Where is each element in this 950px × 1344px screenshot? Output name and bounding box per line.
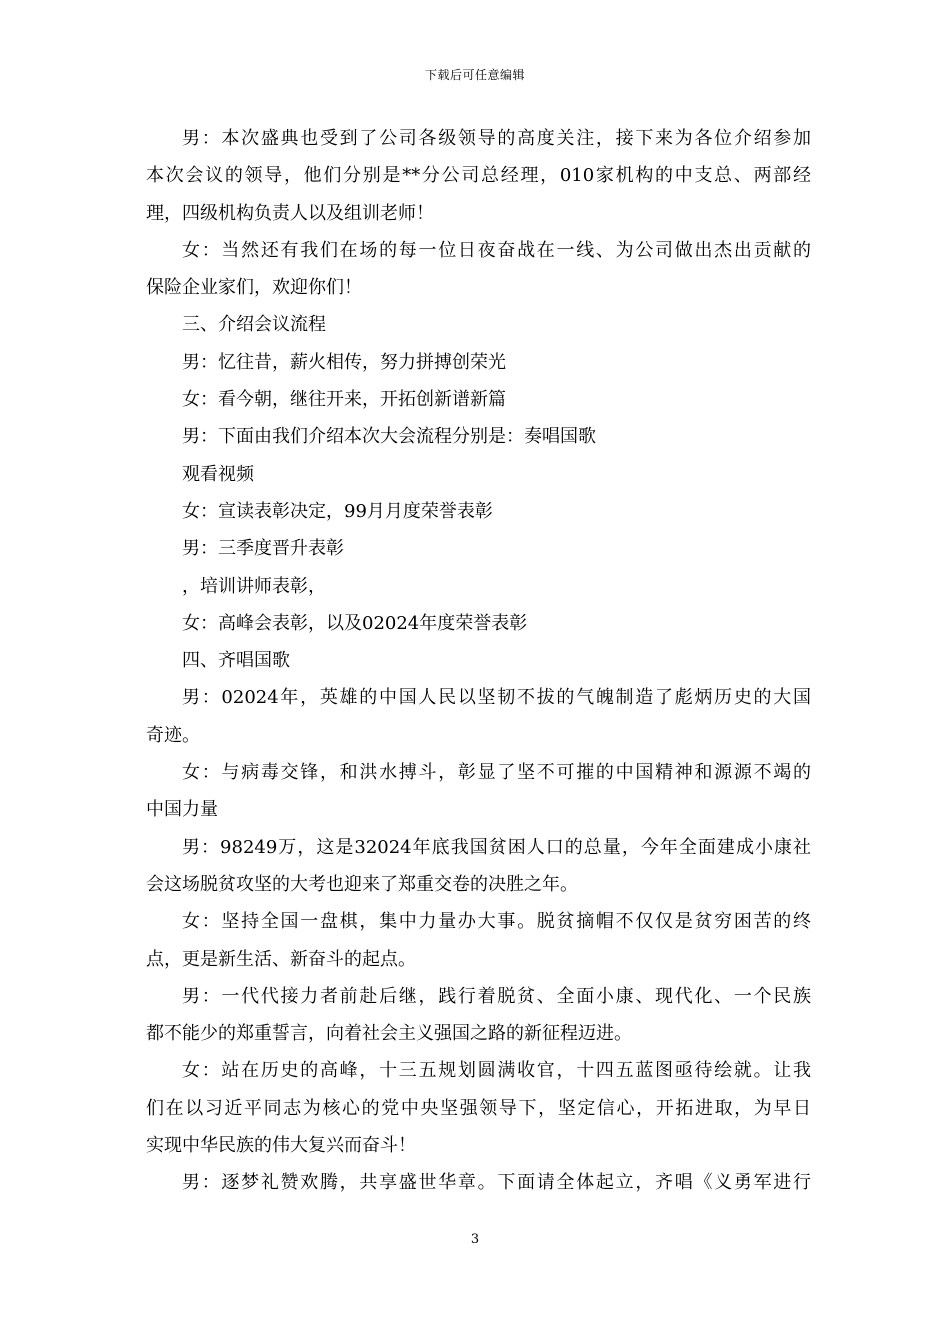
section-heading: 三、介绍会议流程 — [182, 314, 326, 336]
paragraph-line: 点，更是新生活、新奋斗的起点。 — [146, 948, 416, 970]
paragraph-line: 男：一代代接力者前赴后继，践行着脱贫、全面小康、现代化、一个民族 — [182, 985, 811, 1007]
paragraph-line: 实现中华民族的伟大复兴而奋斗！ — [146, 1135, 416, 1157]
page-number: 3 — [470, 1232, 480, 1247]
paragraph-line: 观看视频 — [182, 463, 254, 485]
paragraph-line: 男：三季度晋升表彰 — [182, 538, 344, 560]
paragraph-line: 会这场脱贫攻坚的大考也迎来了郑重交卷的决胜之年。 — [146, 873, 578, 895]
paragraph-line: 女：看今朝，继往开来，开拓创新谱新篇 — [182, 389, 506, 411]
paragraph-line: 女：高峰会表彰，以及02024年度荣誉表彰 — [182, 612, 528, 634]
section-heading: 四、齐唱国歌 — [182, 650, 290, 672]
paragraph-line: 女：坚持全国一盘棋，集中力量办大事。脱贫摘帽不仅仅是贫穷困苦的终 — [182, 911, 811, 933]
paragraph-line: 理，四级机构负责人以及组训老师！ — [146, 202, 434, 224]
paragraph-line: 女：当然还有我们在场的每一位日夜奋战在一线、为公司做出杰出贡献的 — [182, 239, 811, 261]
paragraph-line: 男：本次盛典也受到了公司各级领导的高度关注，接下来为各位介绍参加 — [182, 128, 811, 149]
document-body — [146, 120, 811, 1202]
paragraph-line: ，培训讲师表彰， — [182, 575, 326, 597]
paragraph-line: 本次会议的领导，他们分别是**分公司总经理，010家机构的中支总、两部经 — [146, 165, 811, 187]
paragraph-line: 们在以习近平同志为核心的党中央坚强领导下，坚定信心，开拓进取，为早日 — [146, 1097, 811, 1119]
paragraph-line: 男：逐梦礼赞欢腾，共享盛世华章。下面请全体起立，齐唱《义勇军进行 — [182, 1172, 811, 1194]
paragraph-line: 女：宣读表彰决定，99月月度荣誉表彰 — [182, 500, 493, 522]
paragraph-line: 男：忆往昔，薪火相传，努力拼搏创荣光 — [182, 351, 506, 373]
paragraph-line: 女：与病毒交锋，和洪水搏斗，彰显了坚不可摧的中国精神和源源不竭的 — [182, 762, 811, 784]
paragraph-line: 男：98249万，这是32024年底我国贫困人口的总量，今年全面建成小康社 — [182, 836, 811, 858]
paragraph-line: 保险企业家们，欢迎你们！ — [146, 277, 362, 299]
paragraph-line: 男：下面由我们介绍本次大会流程分别是：奏唱国歌 — [182, 426, 596, 448]
paragraph-line: 男：02024年，英雄的中国人民以坚韧不拔的气魄制造了彪炳历史的大国 — [182, 687, 811, 709]
paragraph-line: 女：站在历史的高峰，十三五规划圆满收官，十四五蓝图亟待绘就。让我 — [182, 1060, 811, 1082]
page-header: 下载后可任意编辑 — [424, 68, 525, 82]
paragraph-line: 中国力量 — [146, 799, 218, 821]
paragraph-line: 奇迹。 — [146, 724, 200, 746]
paragraph-line: 都不能少的郑重誓言，向着社会主义强国之路的新征程迈进。 — [146, 1023, 632, 1045]
